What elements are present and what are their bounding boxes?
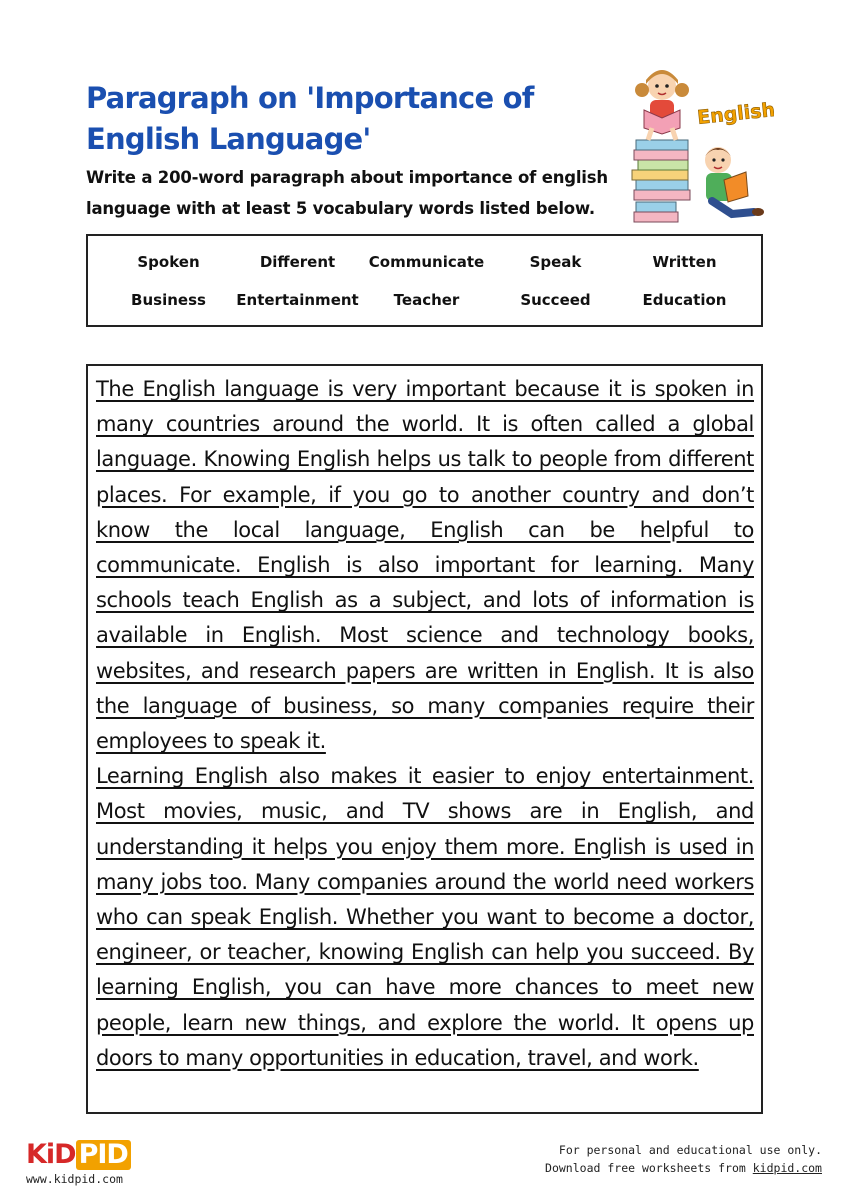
page-title: Paragraph on 'Importance of English Language': [86, 81, 534, 156]
vocab-word: Succeed: [520, 291, 591, 309]
vocab-word: Entertainment: [236, 291, 359, 309]
logo-pid-text: PID: [76, 1140, 131, 1170]
vocab-word: Speak: [529, 253, 582, 271]
vocab-word: Teacher: [393, 291, 460, 309]
kidpid-logo[interactable]: [26, 1140, 136, 1186]
vocab-word: Communicate: [368, 253, 485, 271]
footer-line-1: For personal and educational use only.: [558, 1143, 822, 1157]
kids-reading-illustration: [624, 62, 774, 228]
vocab-word: Business: [131, 291, 206, 309]
vocab-word: Written: [652, 253, 717, 271]
vocabulary-grid: [104, 248, 749, 314]
footer-line-2-prefix: Download free worksheets from: [545, 1161, 753, 1175]
logo-mark: [26, 1140, 136, 1170]
instruction-text: Write a 200-word paragraph about importance of english language with at least 5 vocabulary words listed below.: [86, 168, 608, 218]
english-badge: English: [696, 98, 774, 129]
answer-box: [86, 364, 763, 1114]
vocab-word: Different: [259, 253, 336, 271]
footer-note: [545, 1141, 822, 1177]
kids-reading-books-icon: [624, 62, 774, 228]
answer-paragraph: [96, 372, 754, 1076]
vocab-word: Spoken: [137, 253, 200, 271]
paragraph-1: The English language is very important because it is spoken in many countries around the world. It is often called a global language. Knowing English helps us talk to people from different places. For example, if you go to another country and don’t know the local language, English can be helpful to communicate. English is also important for learning. Many schools teach English as a subject, and lots of information is available in English. Most science and technology books, websites, and research papers are written in English. It is also the language of business, so many companies require their employees to speak it.: [96, 377, 754, 754]
logo-url: www.kidpid.com: [26, 1172, 123, 1186]
footer-link[interactable]: kidpid.com: [752, 1161, 822, 1175]
vocabulary-box: [86, 234, 763, 327]
logo-kid-text: KiD: [26, 1139, 76, 1170]
paragraph-2: Learning English also makes it easier to enjoy entertainment. Most movies, music, and TV shows are in English, and understanding it helps you enjoy them more. English is used in many jobs too. Many companies around the world need workers who can speak English. Whether you want to become a doctor, engineer, or teacher, knowing English can help you succeed. By learning English, you can have more chances to meet new people, learn new things, and explore the world. It opens up doors to many opportunities in education, travel, and work.: [96, 764, 754, 1070]
vocab-word: Education: [642, 291, 727, 309]
footer-line-2: [545, 1159, 822, 1177]
